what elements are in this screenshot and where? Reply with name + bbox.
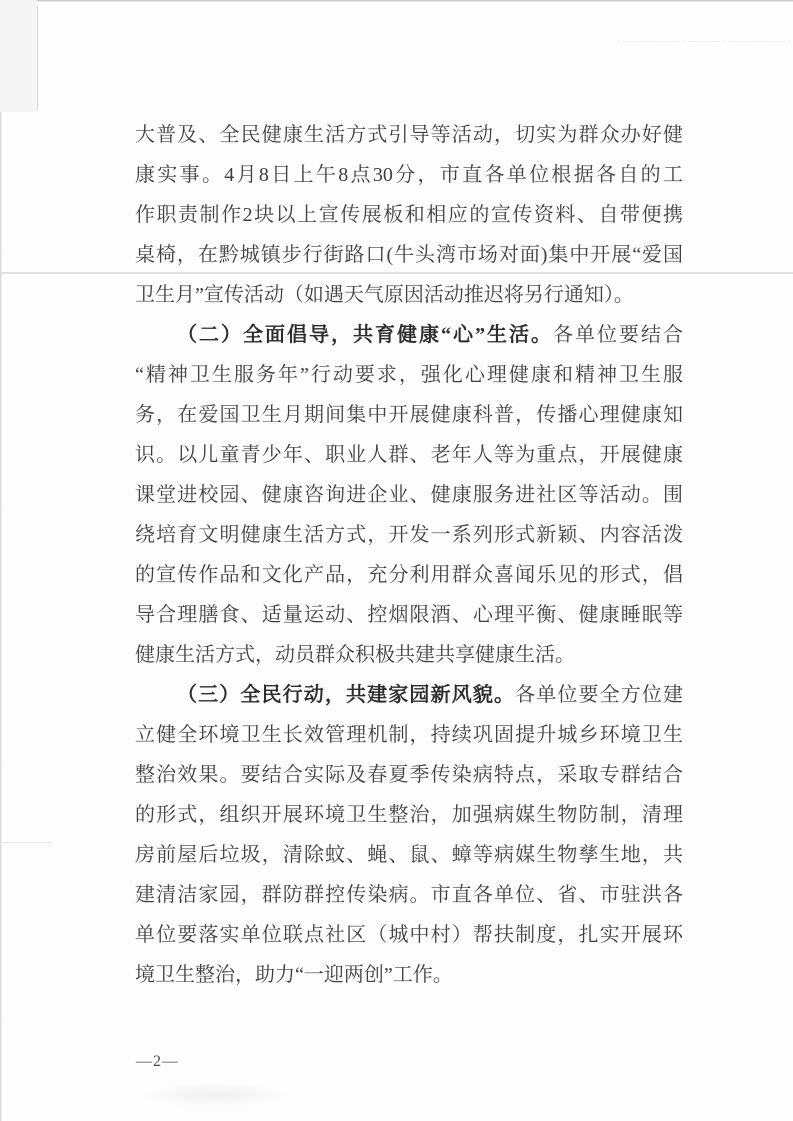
text-line: 建清洁家园，群防群控传染病。市直各单位、省、市驻洪各 bbox=[135, 884, 683, 906]
text-line: 识。以儿童青少年、职业人群、老年人等为重点，开展健康 bbox=[135, 444, 683, 466]
text-line: 课堂进校园、健康咨询进企业、健康服务进社区等活动。围 bbox=[135, 484, 683, 506]
heading-line-rest: 各单位要全方位建 bbox=[515, 684, 684, 706]
text-line: “精神卫生服务年”行动要求，强化心理健康和精神卫生服 bbox=[135, 364, 683, 386]
text-line: 单位要落实单位联点社区（城中村）帮扶制度，扎实开展环 bbox=[135, 924, 683, 946]
text-line: 的形式，组织开展环境卫生整治，加强病媒生物防制，清理 bbox=[135, 804, 683, 826]
text-line: 健康生活方式，动员群众积极共建共享健康生活。 bbox=[135, 644, 575, 666]
text-line: 房前屋后垃圾，清除蚊、蝇、鼠、蟑等病媒生物孳生地，共 bbox=[135, 844, 683, 866]
document-body bbox=[135, 115, 683, 995]
scan-dots-artifact bbox=[618, 41, 790, 42]
text-line: 康实事。4月8日上午8点30分，市直各单位根据各自的工 bbox=[135, 164, 683, 186]
text-line: 整治效果。要结合实际及春夏季传染病特点，采取专群结合 bbox=[135, 764, 683, 786]
section-heading-line bbox=[135, 315, 683, 355]
scan-edge-top bbox=[0, 0, 793, 2]
scan-edge-left bbox=[0, 0, 2, 1121]
text-line: 绕培育文明健康生活方式，开发一系列形式新颖、内容活泼 bbox=[135, 524, 683, 546]
section-3-heading: （三）全民行动，共建家园新风貌。 bbox=[177, 684, 516, 706]
text-line: 立健全环境卫生长效管理机制，持续巩固提升城乡环境卫生 bbox=[135, 724, 683, 746]
text-line: 导合理膳食、适量运动、控烟限酒、心理平衡、健康睡眠等 bbox=[135, 604, 683, 626]
scan-fold-mark-left bbox=[0, 842, 52, 843]
text-line: 境卫生整治，助力“一迎两创”工作。 bbox=[135, 964, 453, 986]
text-line: 的宣传作品和文化产品，充分利用群众喜闻乐见的形式，倡 bbox=[135, 564, 683, 586]
text-line: 大普及、全民健康生活方式引导等活动，切实为群众办好健 bbox=[135, 124, 683, 146]
section-2-heading: （二）全面倡导，共育健康“心”生活。 bbox=[177, 324, 553, 346]
text-line: 卫生月”宣传活动（如遇天气原因活动推迟将另行通知）。 bbox=[135, 284, 634, 306]
scan-artifact-vertical-line bbox=[37, 5, 38, 110]
scan-smudge bbox=[140, 1082, 290, 1108]
text-line: 桌椅，在黔城镇步行街路口(牛头湾市场对面)集中开展“爱国 bbox=[135, 244, 683, 266]
heading-line-rest: 各单位要结合 bbox=[553, 324, 683, 346]
text-line: 作职责制作2块以上宣传展板和相应的宣传资料、自带便携 bbox=[135, 204, 683, 226]
page-number: —2— bbox=[136, 1053, 179, 1070]
text-line: 务，在爱国卫生月期间集中开展健康科普，传播心理健康知 bbox=[135, 404, 683, 426]
scan-corner-artifact bbox=[0, 0, 37, 112]
section-heading-line bbox=[135, 675, 683, 715]
